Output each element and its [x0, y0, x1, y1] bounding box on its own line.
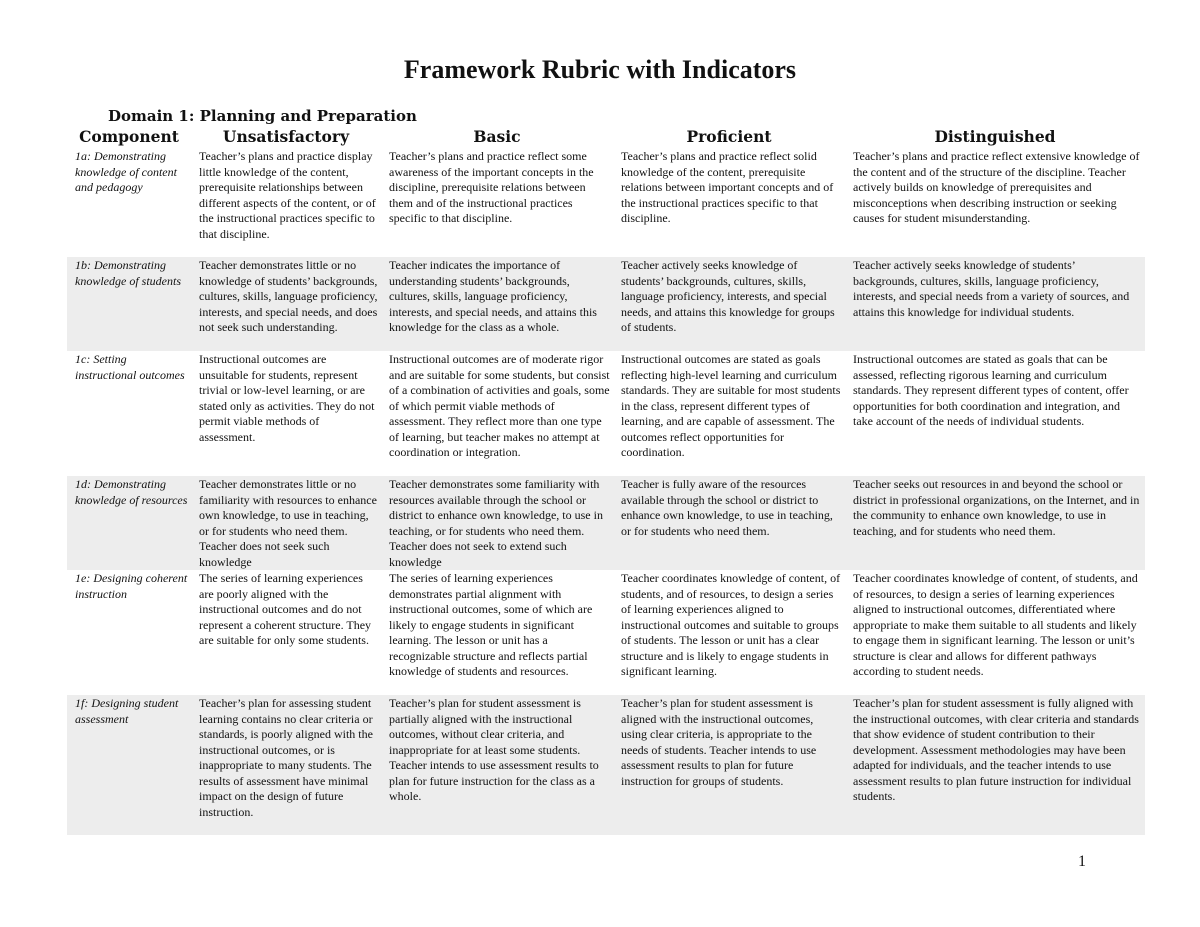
proficient-cell: Instructional outcomes are stated as goals reflecting high-level learning and curriculum standards. They are suitable for most students in the class, represent different types of learning, and are capable of assessment. The outcomes reflect opportunities for coordination.	[621, 352, 841, 459]
page-title: Framework Rubric with Indicators	[403, 55, 797, 84]
component-cell: 1f: Designing student assessment	[67, 695, 191, 835]
basic-cell: The series of learning experiences demonstrates partial alignment with instructional outcomes, some of which are likely to engage students in significant learning. The lesson or unit has a recognizable structure and reflects partial knowledge of students and resources.	[389, 571, 593, 678]
proficient-cell: Teacher’s plan for student assessment is aligned with the instructional outcomes, using clear criteria, is appropriate to the needs of students. Teacher intends to use assessment results to plan for future instruction for groups of students.	[613, 695, 845, 835]
column-header-component: Component	[79, 126, 179, 146]
column-header-proficient: Proficient	[686, 126, 772, 146]
proficient-cell: Teacher actively seeks knowledge of students’ backgrounds, cultures, skills, language proficiency, interests, and special needs, and attains this knowledge for groups of students.	[613, 257, 845, 351]
basic-cell: Teacher demonstrates some familiarity with resources available through the school or district to enhance own knowledge, to use in teaching, or for students who need them. Teacher does not seek to extend such knowledge	[381, 476, 613, 570]
distinguished-cell: Teacher seeks out resources in and beyond the school or district in professional organizations, on the Internet, and in the community to enhance own knowledge, to use in teaching, and for students who need them.	[845, 476, 1145, 570]
proficient-cell: Teacher is fully aware of the resources available through the school or district to enhance own knowledge, to use in teaching, or for students who need them.	[613, 476, 845, 570]
distinguished-cell: Instructional outcomes are stated as goals that can be assessed, reflecting rigorous learning and curriculum standards. They represent different types of content, offer opportunities for both coordination and integration, and take account of the needs of individual students.	[853, 352, 1129, 428]
unsatisfactory-cell: Teacher’s plan for assessing student learning contains no clear criteria or standards, is poorly aligned with the instructional outcomes, or is inappropriate to many students. The results of assessment have minimal impact on the design of future instruction.	[191, 695, 381, 835]
basic-cell: Teacher’s plans and practice reflect some awareness of the important concepts in the discipline, prerequisite relations between them and of the instructional practices specific to that discipline.	[389, 149, 594, 225]
unsatisfactory-cell: Instructional outcomes are unsuitable for students, represent trivial or low-level learning, or are stated only as activities. They do not permit viable methods of assessment.	[199, 352, 375, 444]
component-cell: 1b: Demonstrating knowledge of students	[67, 257, 191, 351]
table-row	[67, 257, 1145, 351]
component-cell: 1d: Demonstrating knowledge of resources	[67, 476, 191, 570]
basic-cell: Teacher’s plan for student assessment is partially aligned with the instructional outcomes, without clear criteria, and inappropriate for at least some students. Teacher intends to use assessment results to plan for future instruction for the class as a whole.	[381, 695, 613, 835]
table-row	[67, 476, 1145, 570]
page-number: 1	[1078, 853, 1086, 870]
column-header-basic: Basic	[473, 126, 521, 146]
unsatisfactory-cell: Teacher’s plans and practice display little knowledge of the content, prerequisite relationships between different aspects of the content, or of the instructional practices specific to that discipline.	[199, 149, 376, 241]
component-cell: 1a: Demonstrating knowledge of content and pedagogy	[75, 149, 177, 194]
table-row	[67, 695, 1145, 835]
unsatisfactory-cell: Teacher demonstrates little or no knowledge of students’ backgrounds, cultures, skills, language proficiency, interests, and special needs, and does not seek such understanding.	[191, 257, 381, 351]
basic-cell: Instructional outcomes are of moderate rigor and are suitable for some students, but consist of a combination of activities and goals, some of which permit viable methods of assessment. They reflect more than one type of learning, but teacher makes no attempt at coordination or integration.	[389, 352, 610, 459]
distinguished-cell: Teacher’s plans and practice reflect extensive knowledge of the content and of the structure of the discipline. Teacher actively builds on knowledge of prerequisites and misconceptions when describing instruction or seeking causes for student misunderstanding.	[853, 149, 1140, 225]
basic-cell: Teacher indicates the importance of understanding students’ backgrounds, cultures, skills, language proficiency, interests, and special needs, and attains this knowledge for the class as a whole.	[381, 257, 613, 351]
component-cell: 1c: Setting instructional outcomes	[75, 352, 185, 382]
distinguished-cell: Teacher’s plan for student assessment is fully aligned with the instructional outcomes, with clear criteria and standards that show evidence of student contribution to their development. Assessment methodologies may have been adapted for individuals, and the teacher intends to use assessment results to plan future instruction for individual students.	[845, 695, 1145, 835]
rubric-table	[67, 127, 1145, 835]
table-row	[67, 351, 1145, 476]
table-row	[67, 570, 1145, 695]
proficient-cell: Teacher’s plans and practice reflect solid knowledge of the content, prerequisite relations between important concepts and of the instructional practices specific to that discipline.	[621, 149, 834, 225]
unsatisfactory-cell: Teacher demonstrates little or no familiarity with resources to enhance own knowledge, to use in teaching, or for students who need them. Teacher does not seek such knowledge	[191, 476, 381, 570]
distinguished-cell: Teacher actively seeks knowledge of students’ backgrounds, cultures, skills, language proficiency, interests, and special needs from a variety of sources, and attains this knowledge for individual students.	[845, 257, 1145, 351]
domain-title: Domain 1: Planning and Preparation	[108, 107, 417, 125]
column-header-distinguished: Distinguished	[934, 126, 1056, 146]
unsatisfactory-cell: The series of learning experiences are poorly aligned with the instructional outcomes and do not represent a coherent structure. They are suitable for only some students.	[199, 571, 372, 647]
component-cell: 1e: Designing coherent instruction	[75, 571, 188, 601]
table-row	[67, 148, 1145, 257]
column-header-unsatisfactory: Unsatisfactory	[222, 126, 350, 146]
proficient-cell: Teacher coordinates knowledge of content, of students, and of resources, to design a series of learning experiences aligned to instructional outcomes and suitable to groups of students. The lesson or unit has a clear structure and is likely to engage students in significant learning.	[621, 571, 841, 678]
header-row	[67, 127, 1145, 148]
distinguished-cell: Teacher coordinates knowledge of content, of students, and of resources, to design a series of learning experiences aligned to instructional outcomes, differentiated where appropriate to make them suitable to all students and likely to engage them in significant learning. The lesson or unit’s structure is clear and allows for different pathways according to student needs.	[853, 571, 1138, 678]
